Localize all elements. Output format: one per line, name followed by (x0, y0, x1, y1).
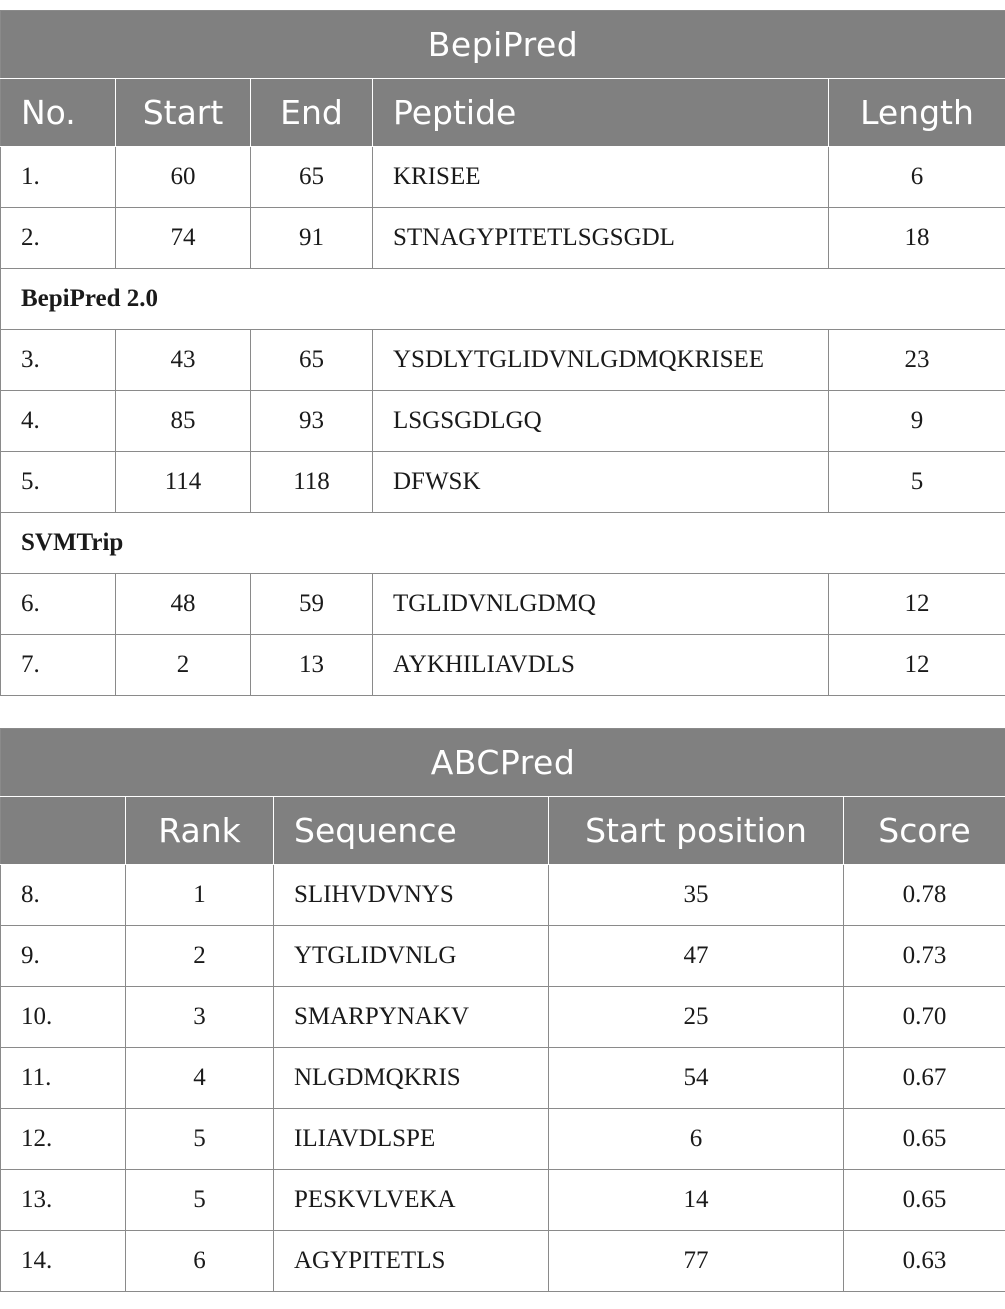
cell-length: 12 (829, 574, 1005, 635)
cell-start-position: 35 (549, 865, 844, 926)
section-row (1, 269, 1005, 330)
cell-rank: 3 (126, 987, 274, 1048)
cell-no: 2. (1, 208, 116, 269)
cell-peptide: AYKHILIAVDLS (373, 635, 829, 696)
cell-start: 48 (116, 574, 251, 635)
cell-score: 0.63 (844, 1231, 1005, 1292)
cell-length: 12 (829, 635, 1005, 696)
cell-end: 65 (251, 330, 373, 391)
section-label-bepipred2: BepiPred 2.0 (1, 269, 1005, 330)
cell-start-position: 54 (549, 1048, 844, 1109)
table-row (1, 635, 1005, 696)
cell-rank: 6 (126, 1231, 274, 1292)
cell-no: 9. (1, 926, 126, 987)
cell-peptide: DFWSK (373, 452, 829, 513)
cell-start-position: 77 (549, 1231, 844, 1292)
cell-sequence: PESKVLVEKA (274, 1170, 549, 1231)
cell-score: 0.73 (844, 926, 1005, 987)
table-row (1, 1231, 1005, 1292)
cell-start-position: 6 (549, 1109, 844, 1170)
table-row (1, 987, 1005, 1048)
cell-start: 74 (116, 208, 251, 269)
cell-length: 23 (829, 330, 1005, 391)
table-row (1, 1170, 1005, 1231)
cell-length: 6 (829, 147, 1005, 208)
table-row (1, 926, 1005, 987)
cell-length: 5 (829, 452, 1005, 513)
cell-start: 60 (116, 147, 251, 208)
header-no: No. (1, 79, 116, 147)
cell-rank: 2 (126, 926, 274, 987)
header-rank: Rank (126, 797, 274, 865)
table-row (1, 330, 1005, 391)
cell-rank: 5 (126, 1109, 274, 1170)
cell-no: 6. (1, 574, 116, 635)
cell-start: 114 (116, 452, 251, 513)
header-score: Score (844, 797, 1005, 865)
header-blank (1, 797, 126, 865)
cell-sequence: YTGLIDVNLG (274, 926, 549, 987)
header-row (1, 79, 1005, 147)
abcpred-title: ABCPred (1, 729, 1005, 797)
abcpred-table (0, 728, 1005, 1292)
cell-start: 43 (116, 330, 251, 391)
header-start: Start (116, 79, 251, 147)
cell-no: 5. (1, 452, 116, 513)
cell-sequence: AGYPITETLS (274, 1231, 549, 1292)
cell-sequence: SMARPYNAKV (274, 987, 549, 1048)
cell-peptide: YSDLYTGLIDVNLGDMQKRISEE (373, 330, 829, 391)
cell-no: 11. (1, 1048, 126, 1109)
cell-no: 3. (1, 330, 116, 391)
cell-start-position: 47 (549, 926, 844, 987)
cell-rank: 4 (126, 1048, 274, 1109)
cell-end: 59 (251, 574, 373, 635)
table-row (1, 1109, 1005, 1170)
cell-length: 9 (829, 391, 1005, 452)
bepipred-table (0, 10, 1005, 696)
cell-rank: 5 (126, 1170, 274, 1231)
cell-end: 13 (251, 635, 373, 696)
cell-no: 4. (1, 391, 116, 452)
cell-start-position: 25 (549, 987, 844, 1048)
table-row (1, 574, 1005, 635)
cell-no: 14. (1, 1231, 126, 1292)
cell-peptide: LSGSGDLGQ (373, 391, 829, 452)
cell-end: 65 (251, 147, 373, 208)
table-row (1, 208, 1005, 269)
cell-end: 93 (251, 391, 373, 452)
cell-length: 18 (829, 208, 1005, 269)
header-sequence: Sequence (274, 797, 549, 865)
bepipred-title: BepiPred (1, 11, 1005, 79)
cell-sequence: ILIAVDLSPE (274, 1109, 549, 1170)
cell-score: 0.65 (844, 1170, 1005, 1231)
cell-score: 0.70 (844, 987, 1005, 1048)
cell-start-position: 14 (549, 1170, 844, 1231)
cell-peptide: KRISEE (373, 147, 829, 208)
cell-sequence: SLIHVDVNYS (274, 865, 549, 926)
cell-no: 7. (1, 635, 116, 696)
cell-no: 1. (1, 147, 116, 208)
cell-no: 8. (1, 865, 126, 926)
cell-no: 13. (1, 1170, 126, 1231)
table-title-row (1, 11, 1005, 79)
header-length: Length (829, 79, 1005, 147)
cell-peptide: STNAGYPITETLSGSGDL (373, 208, 829, 269)
cell-rank: 1 (126, 865, 274, 926)
cell-end: 91 (251, 208, 373, 269)
cell-sequence: NLGDMQKRIS (274, 1048, 549, 1109)
cell-end: 118 (251, 452, 373, 513)
table-row (1, 147, 1005, 208)
header-start-position: Start position (549, 797, 844, 865)
cell-no: 12. (1, 1109, 126, 1170)
table-row (1, 452, 1005, 513)
cell-no: 10. (1, 987, 126, 1048)
section-label-svmtrip: SVMTrip (1, 513, 1005, 574)
cell-score: 0.65 (844, 1109, 1005, 1170)
header-end: End (251, 79, 373, 147)
cell-peptide: TGLIDVNLGDMQ (373, 574, 829, 635)
table-row (1, 391, 1005, 452)
table-row (1, 1048, 1005, 1109)
header-peptide: Peptide (373, 79, 829, 147)
header-row (1, 797, 1005, 865)
cell-start: 85 (116, 391, 251, 452)
section-row (1, 513, 1005, 574)
table-row (1, 865, 1005, 926)
table-title-row (1, 729, 1005, 797)
cell-start: 2 (116, 635, 251, 696)
cell-score: 0.67 (844, 1048, 1005, 1109)
cell-score: 0.78 (844, 865, 1005, 926)
